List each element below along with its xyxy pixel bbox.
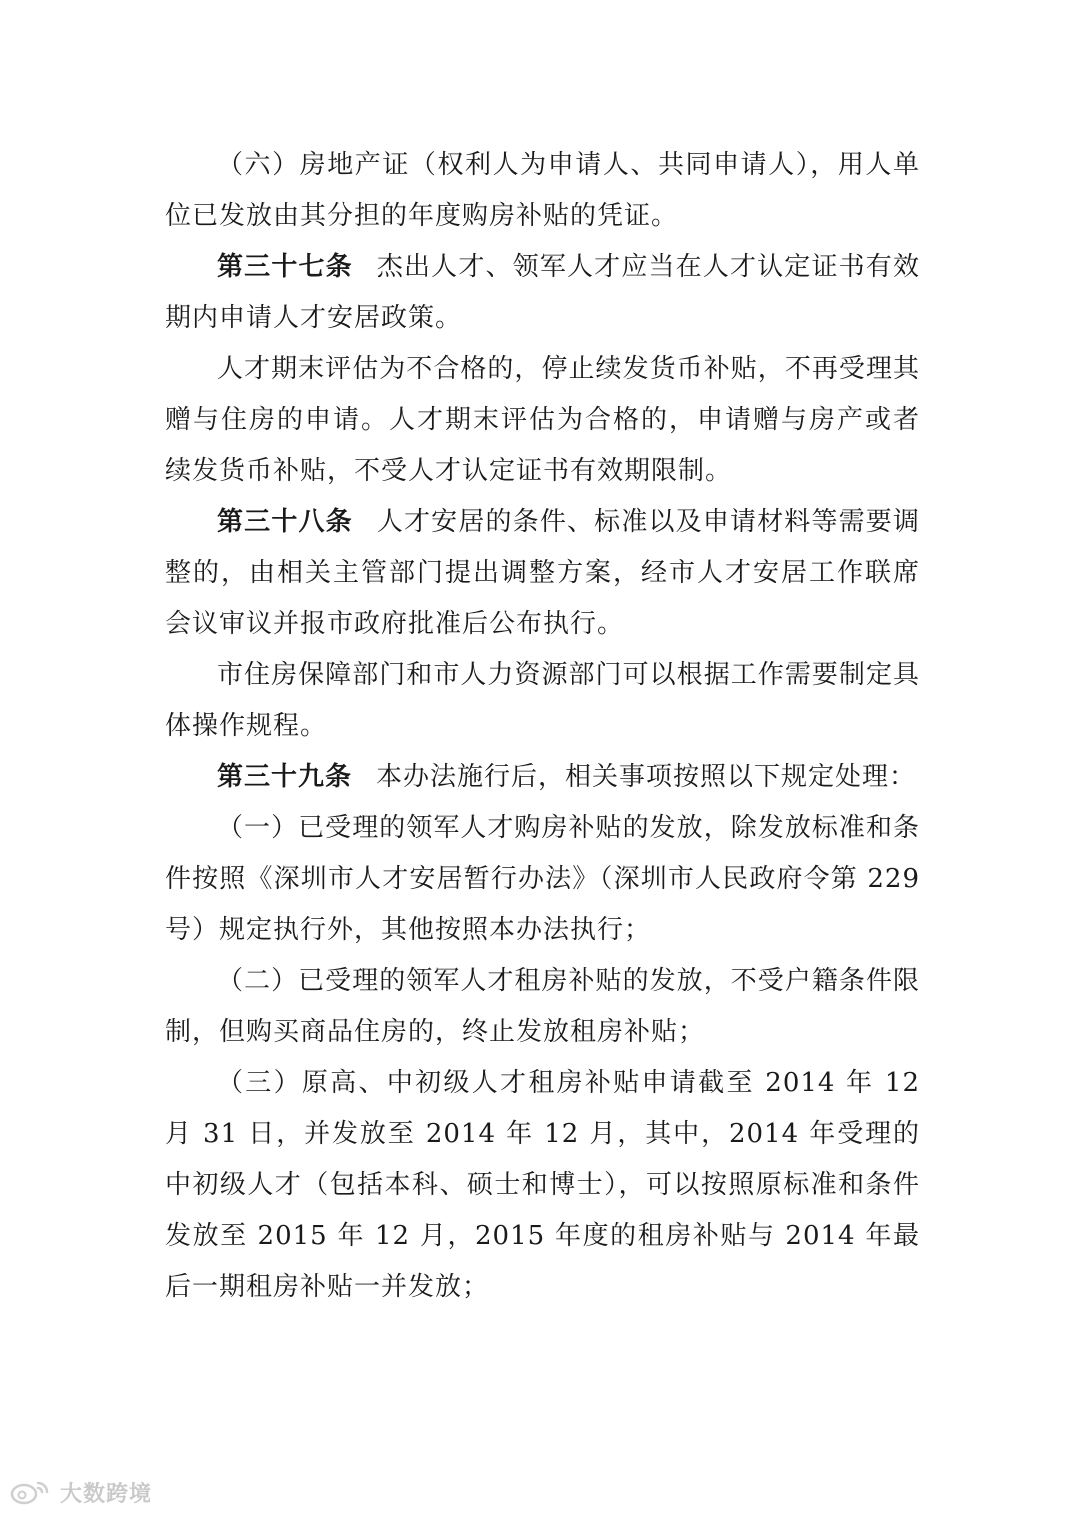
paragraph-text: 人才期末评估为不合格的，停止续发货币补贴，不再受理其赠与住房的申请。人才期末评估为合格的，申请赠与房产或者续发货币补贴，不受人才认定证书有效期限制。 [165, 354, 920, 486]
watermark [10, 1476, 152, 1508]
paragraph [165, 344, 920, 497]
paragraph [165, 803, 920, 956]
paragraph [165, 752, 920, 803]
paragraph-text: 本办法施行后，相关事项按照以下规定处理： [376, 762, 917, 792]
weibo-logo-icon [10, 1479, 54, 1505]
paragraph [165, 140, 920, 242]
paragraph-text: （三）原高、中初级人才租房补贴申请截至 2014 年 12 月 31 日，并发放至 2014 年 12 月，其中，2014 年受理的中初级人才（包括本科、硕士和博士），可以按照原标准和条件发放至 2015 年 12 月，2015 年度的租房补贴与 2014 年最后一期租房补贴一并发放； [165, 1068, 920, 1302]
paragraph-text: （六）房地产证（权利人为申请人、共同申请人），用人单位已发放由其分担的年度购房补贴的凭证。 [165, 150, 920, 231]
paragraph-text: 市住房保障部门和市人力资源部门可以根据工作需要制定具体操作规程。 [165, 660, 920, 741]
paragraph-text: （二）已受理的领军人才租房补贴的发放，不受户籍条件限制，但购买商品住房的，终止发放租房补贴； [165, 966, 920, 1047]
paragraph-text: （一）已受理的领军人才购房补贴的发放，除发放标准和条件按照《深圳市人才安居暂行办法》（深圳市人民政府令第 229 号）规定执行外，其他按照本办法执行； [165, 813, 920, 945]
watermark-text: 大数跨境 [60, 1481, 153, 1507]
paragraph [165, 650, 920, 752]
paragraph-text: 杰出人才、领军人才应当在人才认定证书有效期内申请人才安居政策。 [165, 252, 920, 333]
paragraph [165, 956, 920, 1058]
paragraph [165, 242, 920, 344]
document-page [165, 140, 920, 1313]
article-heading: 第三十八条 [217, 507, 353, 537]
paragraph [165, 497, 920, 650]
paragraph [165, 1058, 920, 1313]
article-heading: 第三十七条 [217, 252, 353, 282]
paragraph-text: 人才安居的条件、标准以及申请材料等需要调整的，由相关主管部门提出调整方案，经市人才安居工作联席会议审议并报市政府批准后公布执行。 [165, 507, 920, 639]
article-heading: 第三十九条 [217, 762, 353, 792]
